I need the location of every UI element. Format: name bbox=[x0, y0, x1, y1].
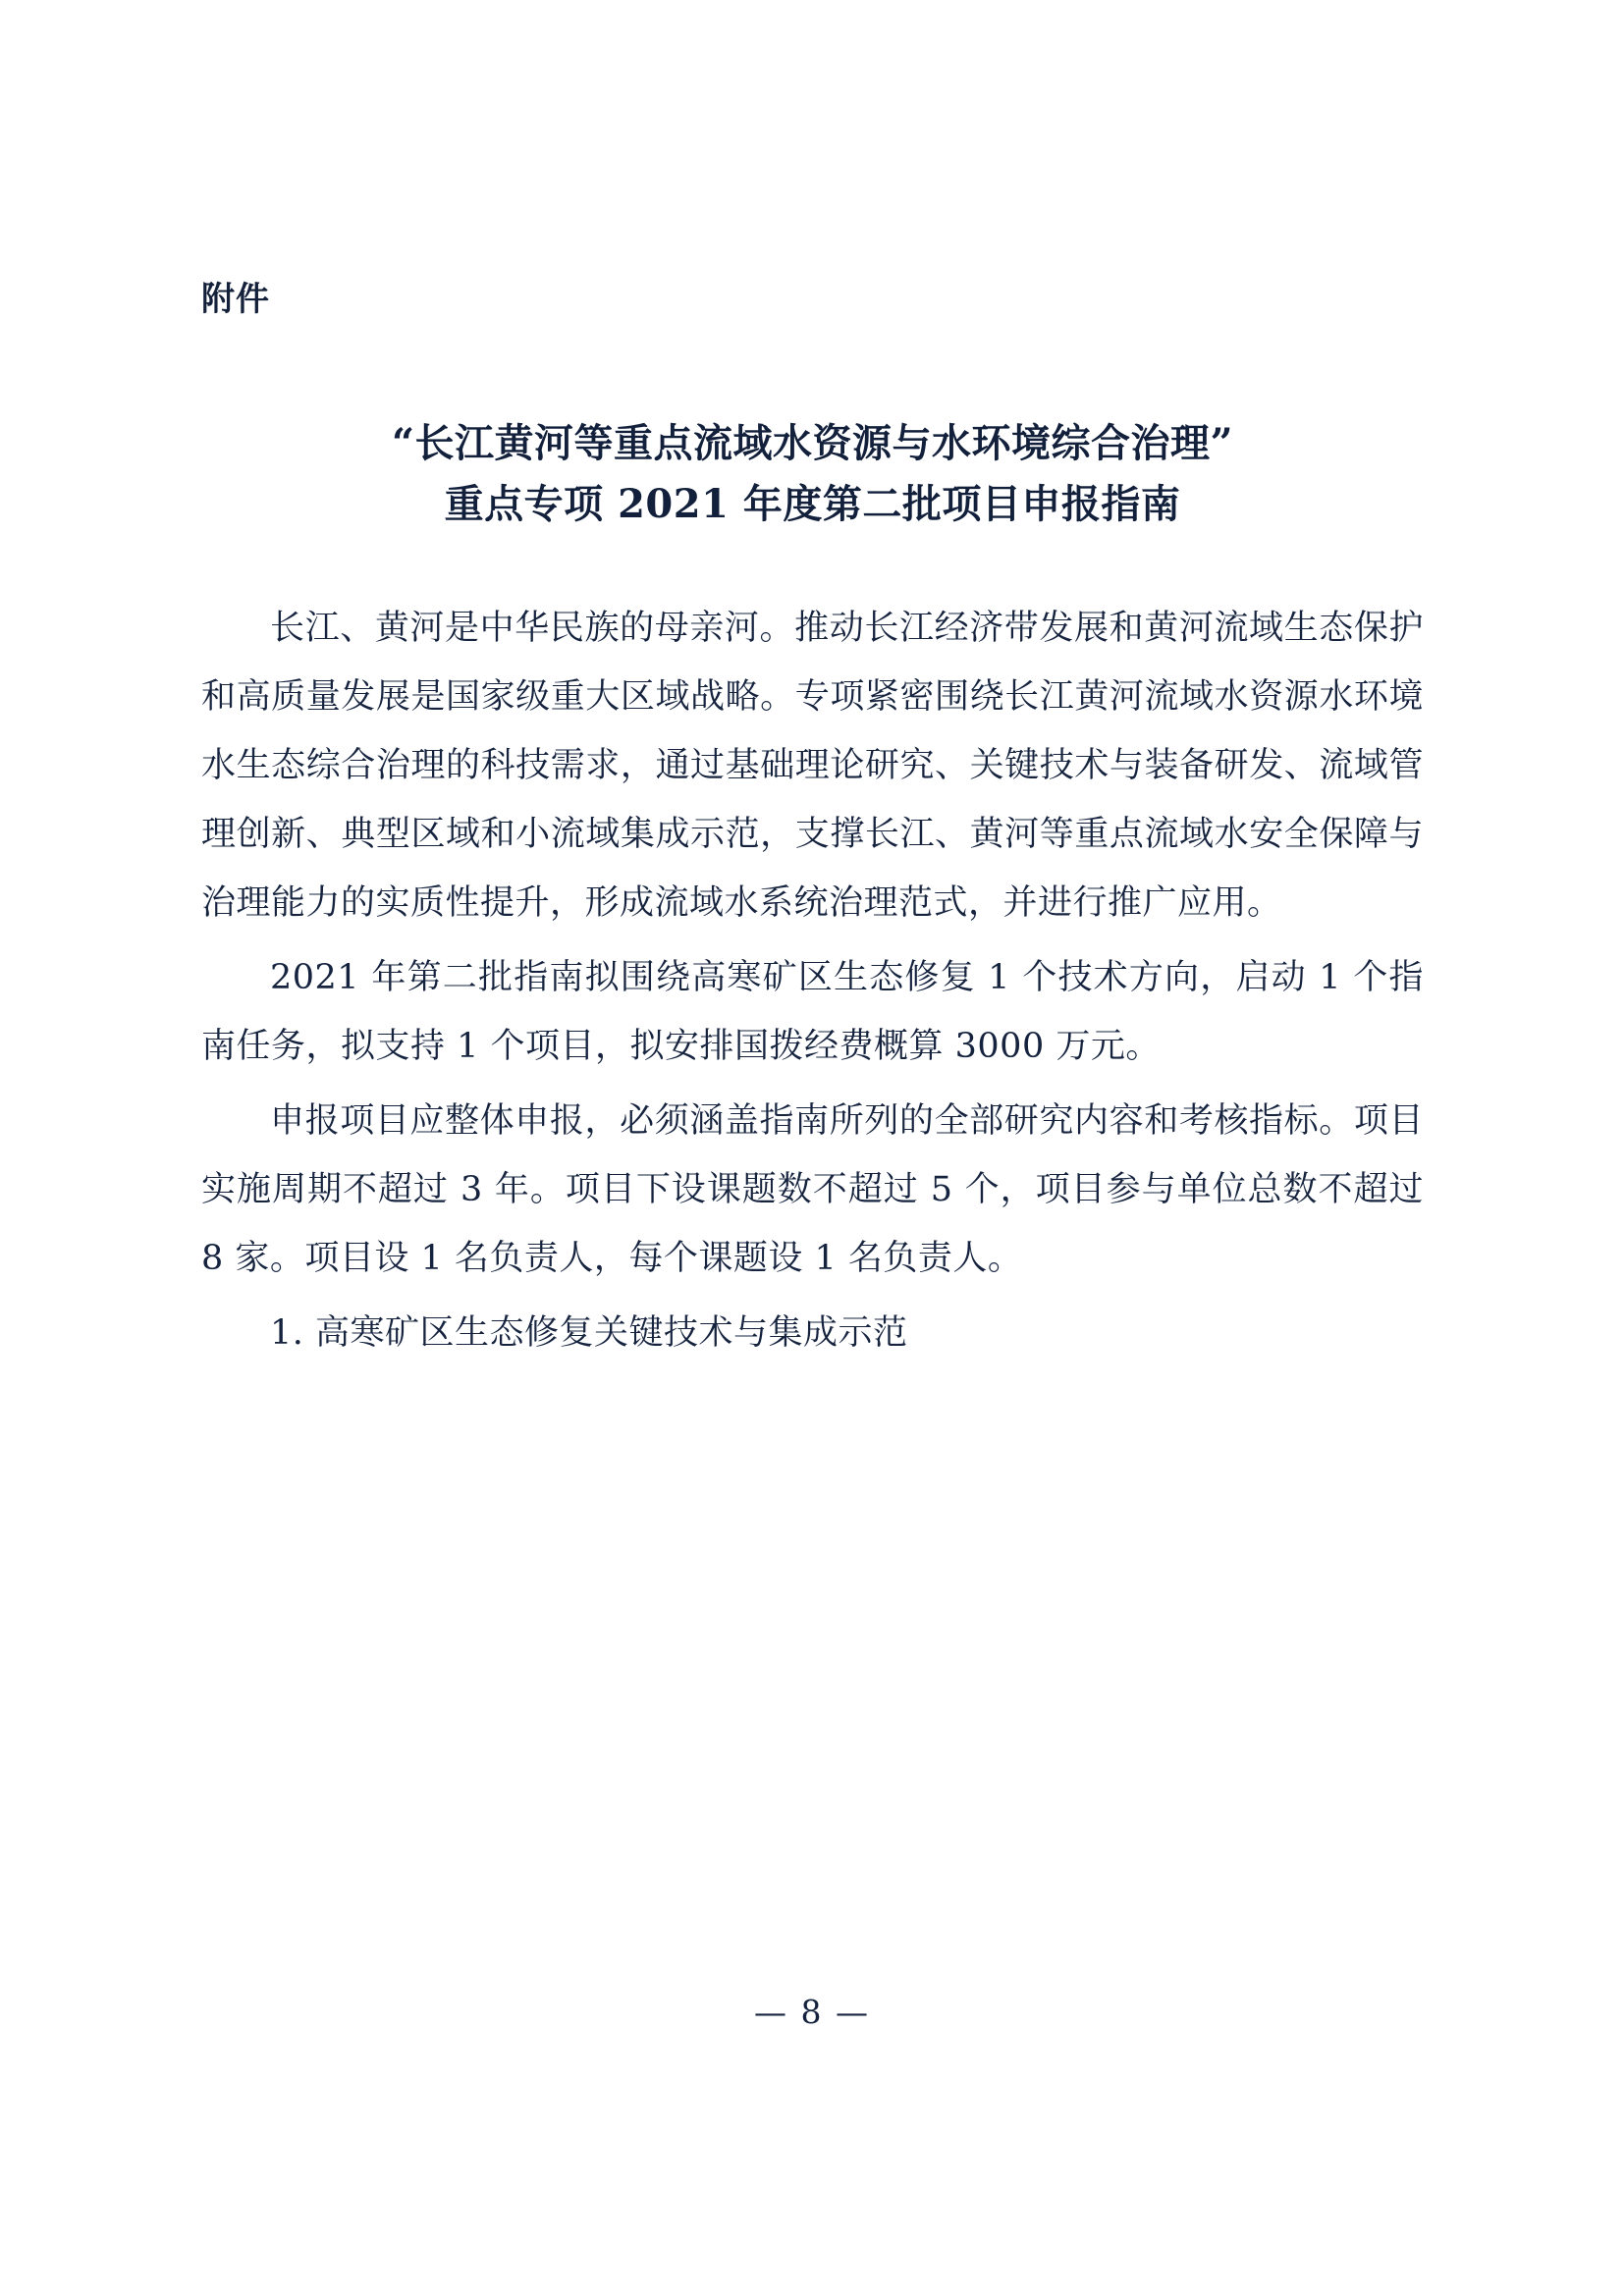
paragraph: 长江、黄河是中华民族的母亲河。推动长江经济带发展和黄河流域生态保护和高质量发展是国家级重大区域战略。专项紧密围绕长江黄河流域水资源水环境水生态综合治理的科技需求，通过基础理论研究、关键技术与装备研发、流域管理创新、典型区域和小流域集成示范，支撑长江、黄河等重点流域水安全保障与治理能力的实质性提升，形成流域水系统治理范式，并进行推广应用。 bbox=[201, 608, 1424, 923]
paragraph: 2021 年第二批指南拟围绕高寒矿区生态修复 1 个技术方向，启动 1 个指南任务，拟支持 1 个项目，拟安排国拨经费概算 3000 万元。 bbox=[201, 957, 1424, 1066]
page-number: — 8 — bbox=[754, 1993, 870, 2031]
document-body bbox=[201, 594, 1424, 1367]
page-title-line-2: 重点专项 2021 年度第二批项目申报指南 bbox=[444, 480, 1181, 527]
attachment-label: 附件 bbox=[201, 280, 270, 319]
paragraph: 申报项目应整体申报，必须涵盖指南所列的全部研究内容和考核指标。项目实施周期不超过 3 年。项目下设课题数不超过 5 个，项目参与单位总数不超过 8 家。项目设 1 名负责人，每个课题设 1 名负责人。 bbox=[201, 1100, 1424, 1278]
list-item: 1. 高寒矿区生态修复关键技术与集成示范 bbox=[270, 1312, 908, 1353]
page-title bbox=[201, 413, 1424, 535]
document-content bbox=[201, 0, 1424, 1373]
page-title-line-1: “长江黄河等重点流域水资源与水环境综合治理” bbox=[391, 419, 1233, 466]
